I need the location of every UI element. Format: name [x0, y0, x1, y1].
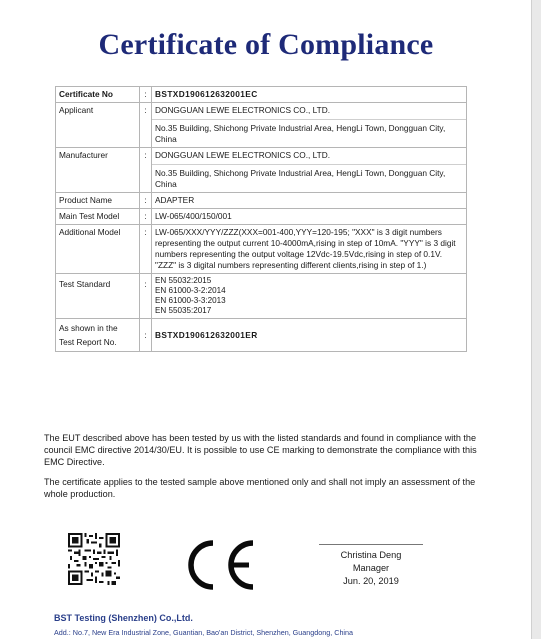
- issuer-company: BST Testing (Shenzhen) Co.,Ltd.: [54, 613, 193, 623]
- test-report-label: [56, 319, 140, 352]
- colon: :: [140, 148, 152, 193]
- row-certificate-no: [56, 87, 467, 103]
- ce-mark-icon: [183, 537, 259, 593]
- applicant-value: [152, 103, 467, 148]
- colon: :: [140, 319, 152, 352]
- additional-model-label: Additional Model: [56, 225, 140, 274]
- colon: :: [140, 87, 152, 103]
- colon: :: [140, 274, 152, 319]
- row-product-name: [56, 193, 467, 209]
- issuer-address: Add.: No.7, New Era Industrial Zone, Guantian, Bao'an District, Shenzhen, Guangdong, China: [54, 628, 354, 637]
- row-test-report: [56, 319, 467, 352]
- colon: :: [140, 225, 152, 274]
- test-standard-item: EN 55035:2017: [155, 306, 212, 315]
- row-manufacturer: [56, 148, 467, 193]
- colon: :: [140, 209, 152, 225]
- test-standard-values: [152, 274, 467, 319]
- main-test-model-label: Main Test Model: [56, 209, 140, 225]
- row-additional-model: [56, 225, 467, 274]
- manufacturer-label: Manufacturer: [56, 148, 140, 193]
- row-main-test-model: [56, 209, 467, 225]
- test-report-value: BSTXD190612632001ER: [152, 319, 467, 352]
- row-applicant: [56, 103, 467, 148]
- manufacturer-name: DONGGUAN LEWE ELECTRONICS CO., LTD.: [155, 150, 331, 160]
- applicant-name: DONGGUAN LEWE ELECTRONICS CO., LTD.: [155, 105, 331, 115]
- product-name-label: Product Name: [56, 193, 140, 209]
- qr-code-icon: [68, 533, 120, 585]
- test-standard-item: EN 61000-3-2:2014: [155, 286, 226, 295]
- manufacturer-address: No.35 Building, Shichong Private Industrial Area, HengLi Town, Dongguan City, China: [151, 164, 466, 190]
- additional-model-value: LW-065/XXX/YYY/ZZZ(XXX=001-400,YYY=120-195; "XXX" is 3 digit numbers representing the output current 10-4000mA,rising in step of 10mA. "YYY" is 3 digit numbers representing the output voltage 12Vdc-19.5Vdc,rising in step of 0.1V. "ZZZ" is 3 digital numbers representing different clients,rising in step of 1.): [152, 225, 467, 274]
- main-test-model-value: LW-065/400/150/001: [152, 209, 467, 225]
- certificate-no-value: BSTXD190612632001EC: [152, 87, 467, 103]
- scrollbar-track[interactable]: [531, 0, 541, 639]
- test-standard-item: EN 55032:2015: [155, 276, 212, 285]
- test-report-label-line2: Test Report No.: [59, 337, 117, 347]
- row-test-standard: [56, 274, 467, 319]
- test-report-label-line1: As shown in the: [59, 323, 118, 333]
- test-standard-label: Test Standard: [56, 274, 140, 319]
- compliance-statement: The EUT described above has been tested by us with the listed standards and found in compliance with the council EMC directive 2014/30/EU. It is possible to use CE marking to demonstrate the compliance with this EMC Directive.: [44, 433, 477, 467]
- colon: :: [140, 103, 152, 148]
- scope-statement: The certificate applies to the tested sample above mentioned only and shall not imply an assessment of the whole production.: [44, 477, 476, 499]
- signature-line: [319, 544, 423, 545]
- signature-block: [315, 544, 427, 588]
- signature-date: Jun. 20, 2019: [343, 576, 399, 586]
- signatory-name: Christina Deng: [340, 550, 402, 560]
- manufacturer-value: [152, 148, 467, 193]
- product-name-value: ADAPTER: [152, 193, 467, 209]
- signatory-role: Manager: [352, 563, 390, 573]
- test-standard-item: EN 61000-3-3:2013: [155, 296, 226, 305]
- page-title: Certificate of Compliance: [98, 28, 434, 61]
- certificate-no-label: Certificate No: [56, 87, 140, 103]
- certificate-table: [55, 86, 467, 352]
- applicant-address: No.35 Building, Shichong Private Industrial Area, HengLi Town, Dongguan City, China: [151, 119, 466, 145]
- colon: :: [140, 193, 152, 209]
- applicant-label: Applicant: [56, 103, 140, 148]
